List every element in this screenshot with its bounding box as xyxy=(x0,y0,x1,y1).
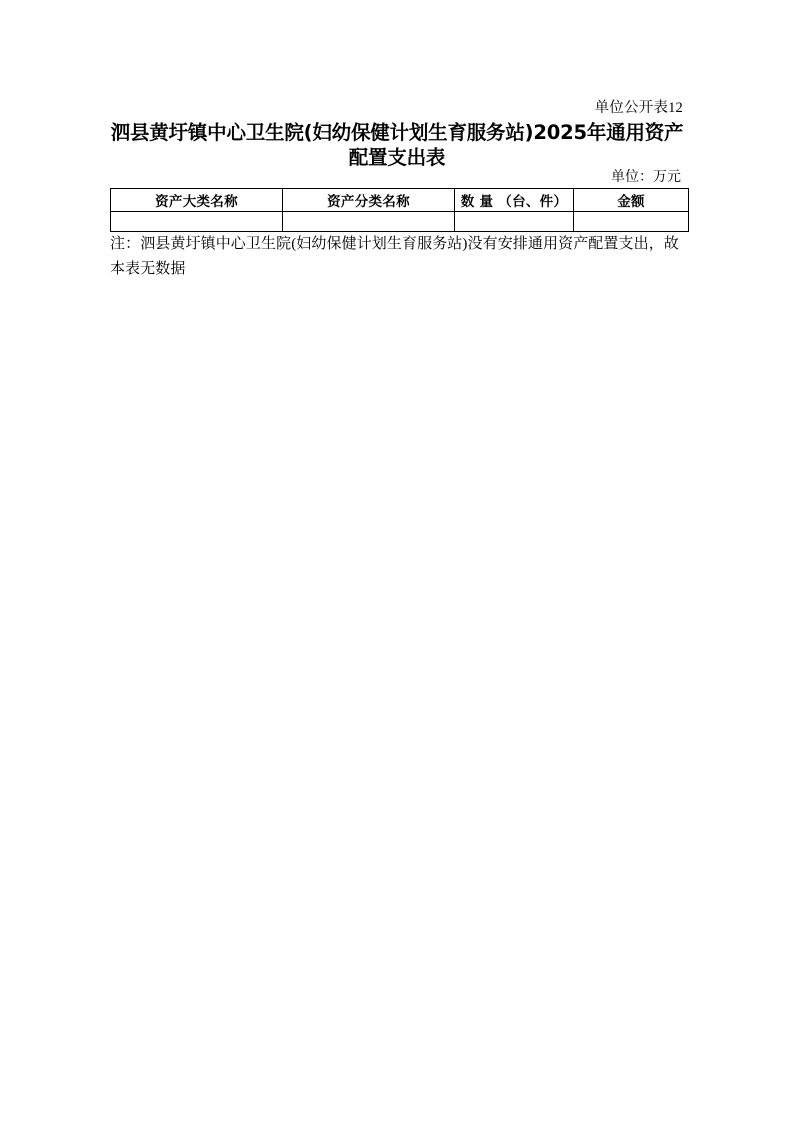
asset-allocation-table xyxy=(110,188,689,232)
unit-note: 单位：万元 xyxy=(611,170,681,185)
column-header-quantity: 数 量 （台、件） xyxy=(455,189,574,212)
column-header-asset-subcategory: 资产分类名称 xyxy=(283,189,455,212)
column-header-amount: 金额 xyxy=(574,189,689,212)
table-row xyxy=(111,212,689,232)
page-title: 泗县黄圩镇中心卫生院(妇幼保健计划生育服务站)2025年通用资产配置支出表 xyxy=(110,121,684,169)
table-header-row xyxy=(111,189,689,212)
column-header-asset-category: 资产大类名称 xyxy=(111,189,283,212)
cell-amount xyxy=(574,212,689,232)
table-footnote: 注：泗县黄圩镇中心卫生院(妇幼保健计划生育服务站)没有安排通用资产配置支出，故本表无数据 xyxy=(110,236,679,277)
cell-asset-category xyxy=(111,212,283,232)
cell-quantity xyxy=(455,212,574,232)
form-label: 单位公开表12 xyxy=(594,100,683,116)
cell-asset-subcategory xyxy=(283,212,455,232)
